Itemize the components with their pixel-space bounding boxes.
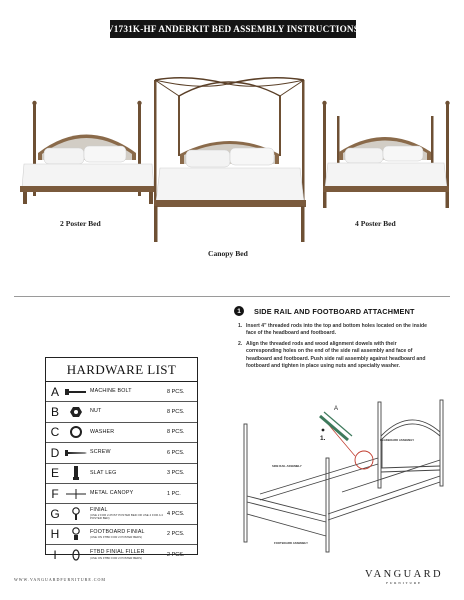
footboard-finial-icon (64, 527, 88, 541)
four-poster-bed-caption: 4 Poster Bed (355, 219, 396, 228)
canopy-bed-caption: Canopy Bed (208, 249, 248, 258)
hardware-qty: 8 PCS. (167, 409, 185, 416)
hardware-item (46, 464, 197, 484)
instruction-list (238, 323, 428, 373)
hardware-letter: H (50, 527, 60, 542)
brand-name: VANGUARD (365, 569, 443, 580)
hardware-item (46, 525, 197, 545)
hardware-qty: 4 PCS. (167, 511, 185, 518)
hardware-qty: 2 PCS. (167, 551, 185, 558)
two-poster-bed-image (20, 98, 156, 206)
hardware-list-title: HARDWARE LIST (46, 358, 197, 382)
section-divider (14, 296, 450, 297)
hardware-qty: 8 PCS. (167, 429, 185, 436)
hardware-name: WASHER (90, 428, 115, 435)
slat-leg-icon (64, 466, 88, 480)
canopy-bed-image (148, 70, 312, 242)
headboard-label: HEADBOARD ASSEMBLY (380, 438, 415, 442)
hardware-item (46, 443, 197, 463)
instruction-text: Insert 4" threaded rods into the top and bottom holes located on the inside face of the headboard and footboard. (246, 323, 427, 337)
hardware-note: (USE ON FTBD FOR 2 POSTER BEDS) (90, 535, 143, 540)
instruction-item (238, 323, 428, 338)
step-number-badge: 1 (234, 306, 244, 316)
part-letter-label: A (334, 406, 339, 412)
headboard-drawing (378, 400, 443, 488)
screw-icon (64, 446, 88, 460)
two-poster-bed-caption: 2 Poster Bed (60, 219, 101, 228)
hardware-letter: I (53, 547, 57, 562)
hardware-letter: E (50, 466, 59, 481)
nut-icon (64, 405, 88, 419)
hardware-name: FINIAL (90, 506, 108, 513)
page-title: V1731K-HF ANDERKIT BED ASSEMBLY INSTRUCTIONS (110, 20, 356, 38)
hardware-letter: D (50, 445, 60, 460)
side-rail-label: SIDE RAIL ASSEMBLY (272, 464, 302, 468)
hardware-name: SCREW (90, 449, 111, 456)
brand-logo (356, 569, 452, 585)
four-poster-bed-image (319, 100, 453, 210)
callout-number: 1. (320, 435, 326, 442)
instruction-number: 2. (238, 340, 243, 347)
hardware-qty: 8 PCS. (167, 388, 185, 395)
instruction-item (238, 341, 428, 371)
hardware-letter: A (50, 384, 59, 399)
hardware-item (46, 382, 197, 402)
hardware-letter: F (51, 486, 59, 501)
footboard-label: FOOTBOARD ASSEMBLY (274, 541, 308, 545)
assembly-diagram (232, 396, 456, 556)
hardware-item (46, 545, 197, 564)
hardware-item (46, 484, 197, 504)
instruction-number: 1. (238, 323, 243, 329)
hardware-name: FTBD FINIAL FILLER (90, 549, 145, 556)
footboard-drawing (244, 424, 329, 552)
step-title: SIDE RAIL AND FOOTBOARD ATTACHMENT (254, 306, 415, 316)
hardware-name: NUT (90, 408, 102, 415)
hardware-name: SLAT LEG (90, 469, 117, 476)
hardware-name: METAL CANOPY (90, 490, 134, 496)
hardware-qty: 1 PC. (167, 490, 181, 497)
washer-icon (64, 425, 88, 439)
hardware-name: MACHINE BOLT (90, 388, 132, 395)
hardware-name: FOOTBOARD FINIAL (90, 528, 145, 535)
footer-url: WWW.VANGUARDFURNITURE.COM (14, 577, 106, 582)
instruction-text: Align the threaded rods and wood alignment dowels with their corresponding holes on the end of the side rail assembly and face of headboard and footboard. Push side rail assembly against headboard and footboard and tighten in place using nuts and specialty washer. (246, 340, 426, 369)
hardware-note: (USE 2 FOR 2-POST POSTER BED OR USE 4 FOR A 4 POSTER BED) (90, 513, 163, 521)
step-heading (234, 306, 415, 316)
hardware-qty: 3 PCS. (167, 470, 185, 477)
hardware-qty: 2 PCS. (167, 531, 185, 538)
hardware-list (45, 357, 198, 562)
hardware-letter: B (50, 405, 59, 420)
metal-canopy-icon (64, 487, 88, 501)
hardware-item (46, 423, 197, 443)
hardware-note: (USE ON FTBD FOR 2 POSTER BEDS) (90, 555, 143, 560)
hardware-item (46, 402, 197, 422)
hardware-qty: 6 PCS. (167, 449, 185, 456)
finial-icon (64, 507, 88, 521)
hardware-letter: C (50, 425, 60, 440)
hardware-item (46, 504, 197, 524)
brand-subtitle: FURNITURE (386, 581, 422, 585)
hardware-letter: G (50, 507, 60, 522)
finial-filler-icon (64, 548, 88, 562)
machine-bolt-icon (64, 385, 88, 399)
